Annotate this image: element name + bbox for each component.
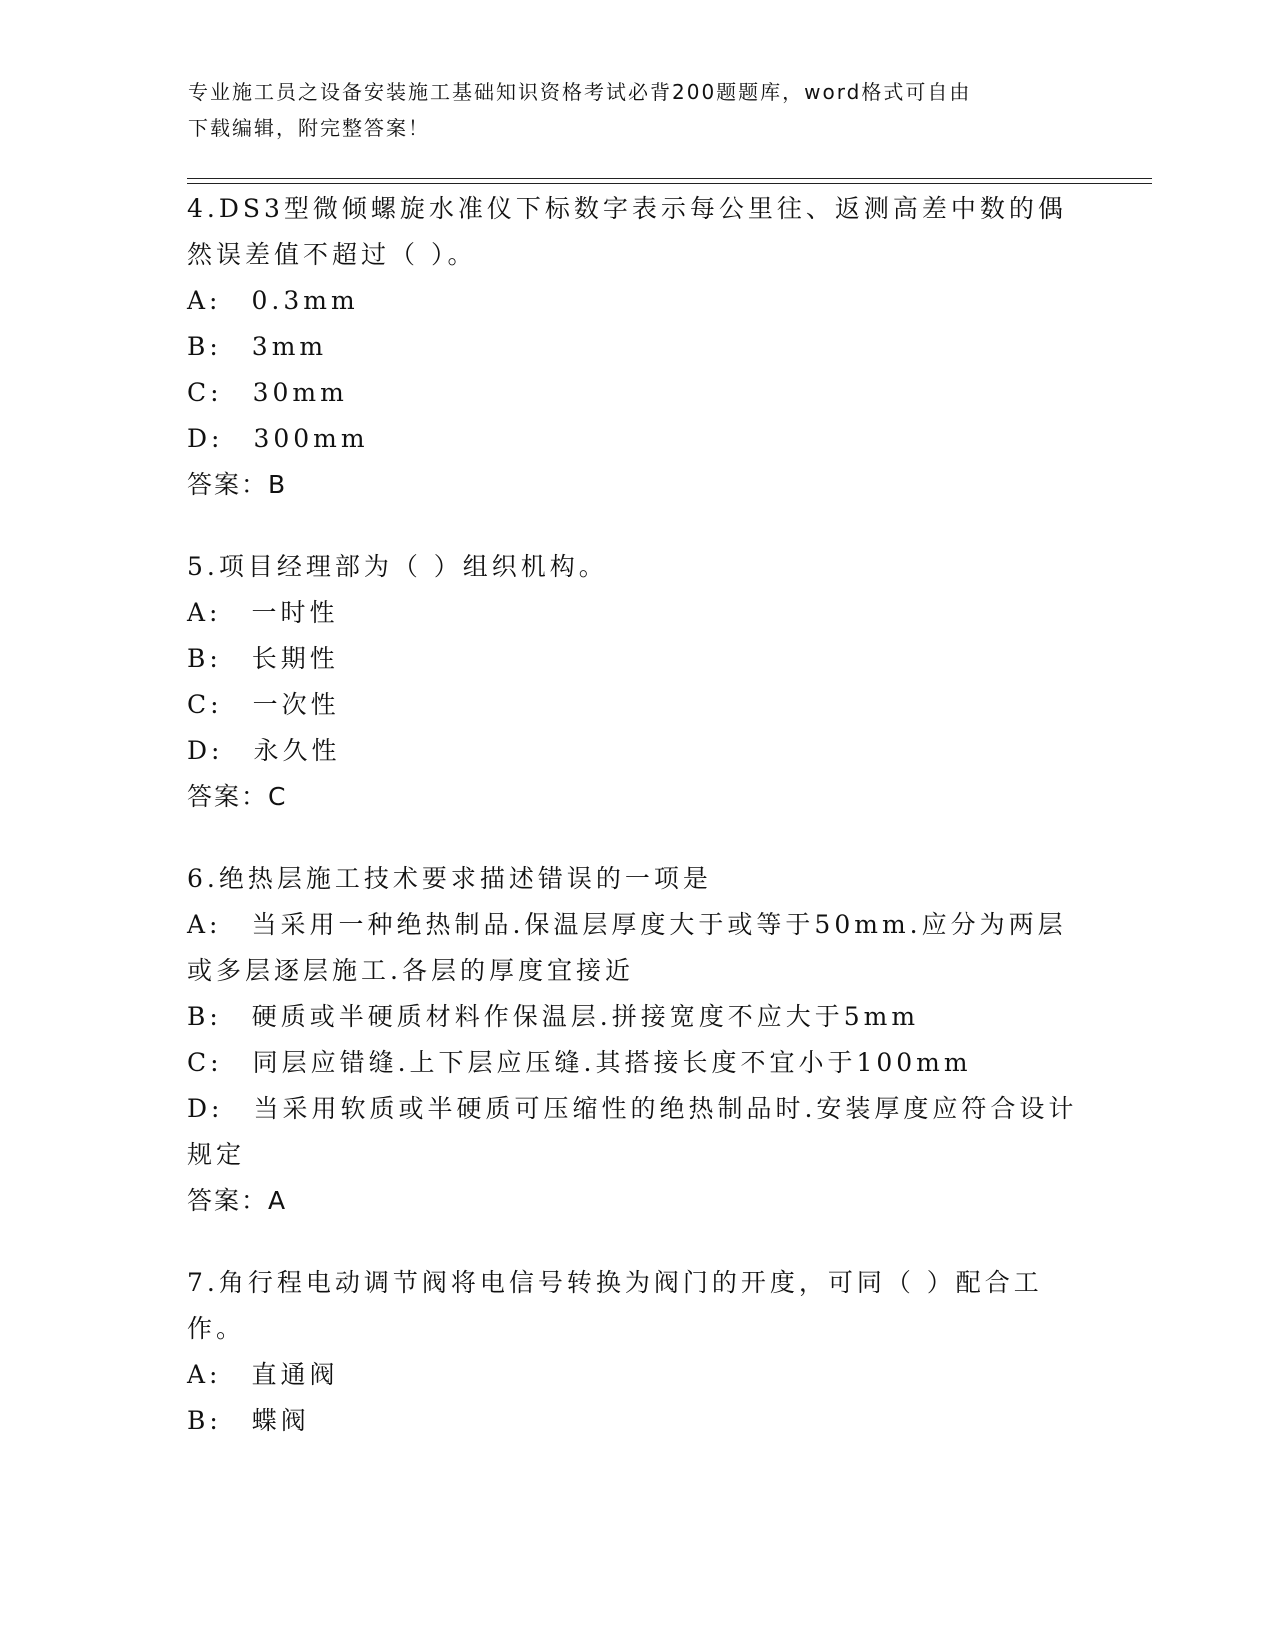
option-c [187, 370, 1087, 416]
option-text: 蝶阀 [251, 1406, 310, 1435]
option-text: 当采用一种绝热制品.保温层厚度大于或等于50mm.应分为两层或多层逐层施工.各层的厚度宜接近 [187, 910, 1067, 985]
option-letter: D: [187, 424, 224, 453]
option-letter: D: [187, 736, 224, 765]
option-text: 硬质或半硬质材料作保温层.拼接宽度不应大于5mm [251, 1002, 920, 1031]
option-text: 当采用软质或半硬质可压缩性的绝热制品时.安装厚度应符合设计规定 [187, 1094, 1078, 1169]
answer-label: 答案：C [187, 782, 288, 811]
header-divider-top [187, 178, 1152, 179]
option-b [187, 1398, 1087, 1444]
option-text: 直通阀 [251, 1360, 339, 1389]
option-text: 0.3mm [251, 286, 359, 315]
question-item [187, 544, 1087, 820]
header-line-1: 专业施工员之设备安装施工基础知识资格考试必背200题题库，word格式可自由 [188, 80, 972, 104]
option-d [187, 728, 1087, 774]
option-letter: C: [187, 1048, 223, 1077]
option-text: 30mm [252, 378, 348, 407]
option-a [187, 590, 1087, 636]
option-letter: C: [187, 378, 223, 407]
question-item [187, 856, 1087, 1224]
option-letter: A: [187, 286, 222, 315]
option-letter: A: [187, 910, 222, 939]
option-letter: B: [187, 1002, 222, 1031]
header-line-2: 下载编辑，附完整答案！ [188, 116, 430, 140]
option-text: 长期性 [251, 644, 339, 673]
option-a [187, 902, 1087, 994]
option-letter: A: [187, 1360, 222, 1389]
document-header [188, 74, 1068, 146]
option-letter: B: [187, 332, 222, 361]
question-text: 6.绝热层施工技术要求描述错误的一项是 [187, 864, 712, 893]
question-text: 7.角行程电动调节阀将电信号转换为阀门的开度，可同（ ）配合工作。 [187, 1268, 1043, 1343]
option-c [187, 1040, 1087, 1086]
option-text: 同层应错缝.上下层应压缝.其搭接长度不宜小于100mm [252, 1048, 972, 1077]
option-b [187, 636, 1087, 682]
answer-label: 答案：A [187, 1186, 288, 1215]
option-letter: D: [187, 1094, 224, 1123]
option-a [187, 278, 1087, 324]
option-text: 3mm [251, 332, 328, 361]
question-item [187, 186, 1087, 508]
question-item [187, 1260, 1087, 1444]
option-b [187, 994, 1087, 1040]
question-text: 4.DS3型微倾螺旋水准仪下标数字表示每公里往、返测高差中数的偶然误差值不超过（ ）。 [187, 194, 1067, 269]
option-c [187, 682, 1087, 728]
option-letter: B: [187, 1406, 222, 1435]
option-text: 一次性 [252, 690, 340, 719]
option-text: 一时性 [251, 598, 339, 627]
option-letter: B: [187, 644, 222, 673]
option-text: 300mm [253, 424, 369, 453]
option-letter: C: [187, 690, 223, 719]
option-d [187, 416, 1087, 462]
option-letter: A: [187, 598, 222, 627]
option-text: 永久性 [253, 736, 341, 765]
answer-label: 答案：B [187, 470, 288, 499]
option-d [187, 1086, 1087, 1178]
option-a [187, 1352, 1087, 1398]
option-b [187, 324, 1087, 370]
question-text: 5.项目经理部为（ ）组织机构。 [187, 552, 608, 581]
question-list [187, 186, 1087, 1480]
header-divider-bottom [187, 183, 1152, 184]
